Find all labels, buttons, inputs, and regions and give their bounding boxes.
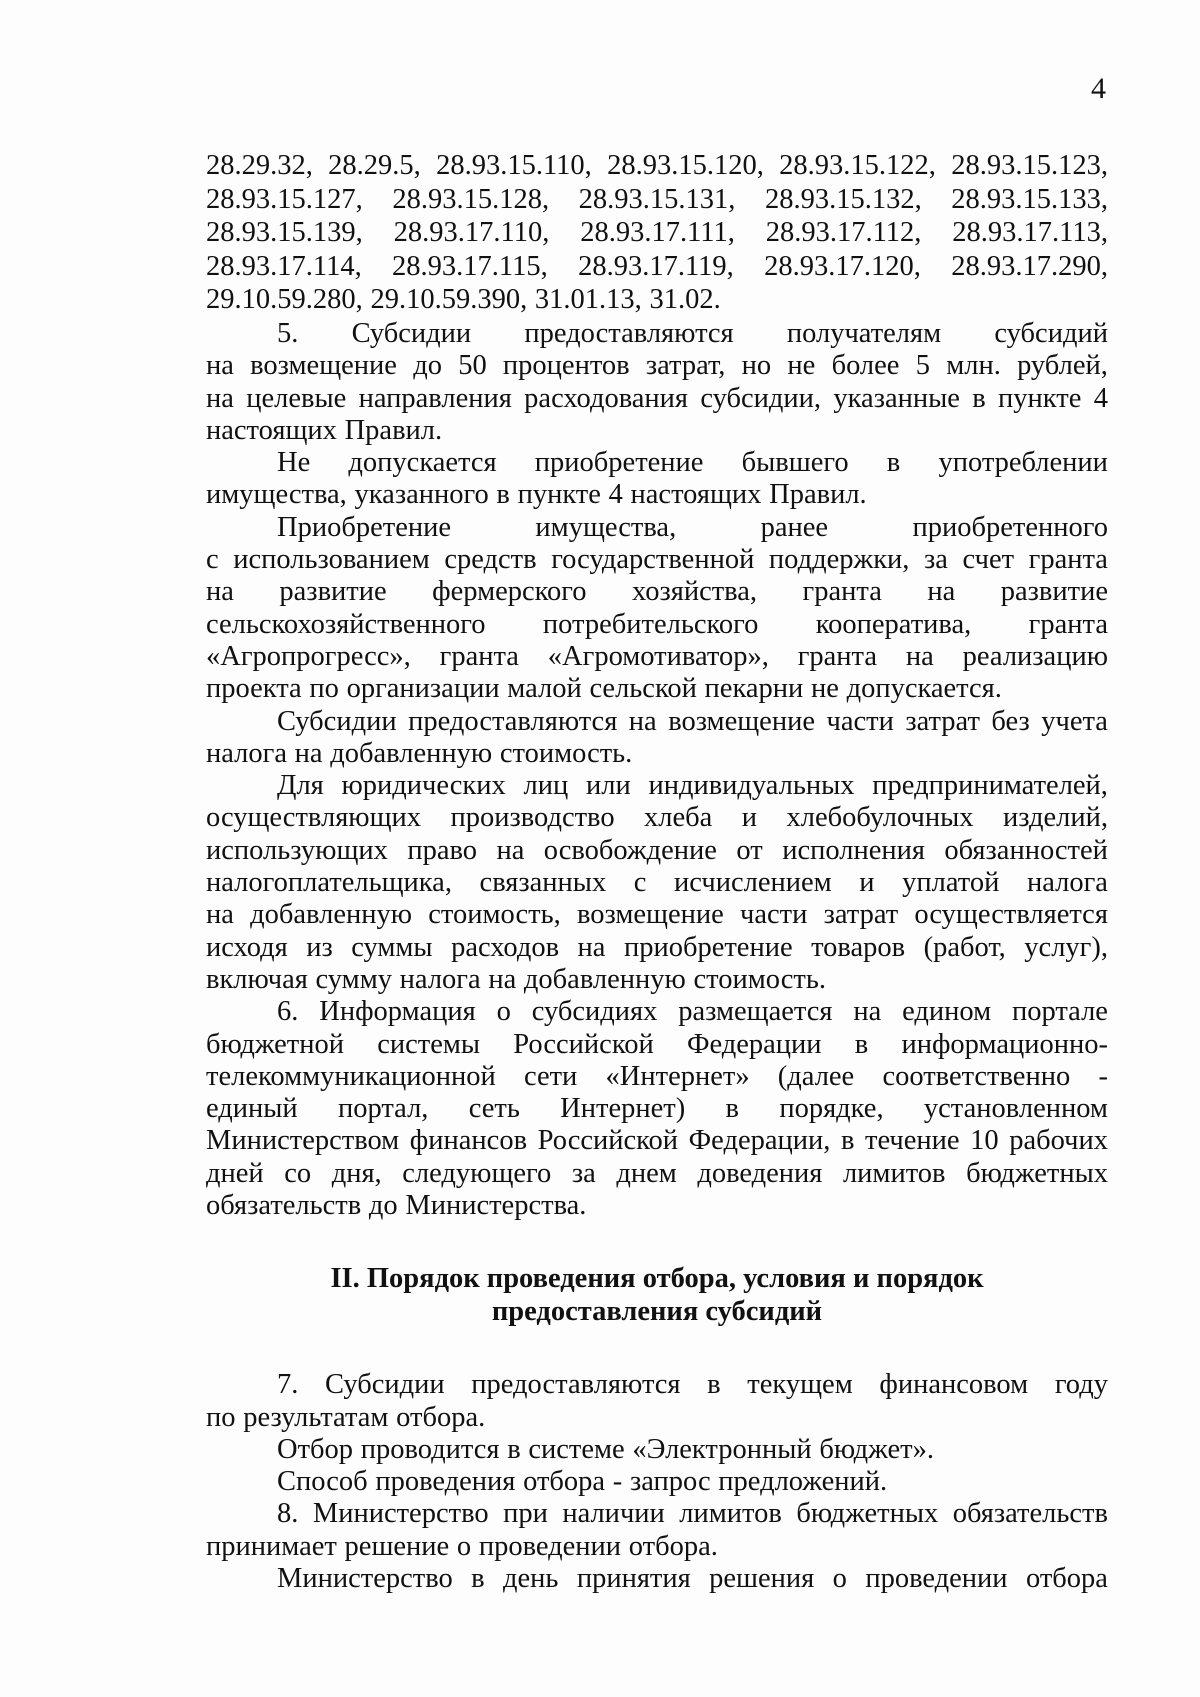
paragraph bbox=[206, 996, 1108, 1222]
text-line: с использованием средств государственной поддержки, за счет гранта bbox=[206, 544, 1108, 576]
text-line: обязательств до Министерства. bbox=[206, 1189, 587, 1221]
text-line: принимает решение о проведении отбора. bbox=[206, 1530, 718, 1562]
text-line: Способ проведения отбора - запрос предложений. bbox=[277, 1466, 888, 1498]
text-line: Для юридических лиц или индивидуальных предпринимателей, bbox=[277, 770, 1108, 802]
text-line: настоящих Правил. bbox=[206, 414, 443, 446]
text-line: 5. Субсидии предоставляются получателям субсидий bbox=[277, 317, 1108, 349]
paragraph bbox=[206, 770, 1108, 996]
paragraph bbox=[206, 1434, 1108, 1466]
text-line: налога на добавленную стоимость. bbox=[206, 737, 633, 769]
text-line: имущества, указанного в пункте 4 настоящих Правил. bbox=[206, 479, 867, 511]
text-line: на целевые направления расходования субсидии, указанные в пункте 4 bbox=[206, 382, 1108, 414]
text-line: 7. Субсидии предоставляются в текущем финансовом году bbox=[277, 1369, 1108, 1401]
text-line: Отбор проводится в системе «Электронный бюджет». bbox=[277, 1433, 934, 1465]
paragraph bbox=[206, 1498, 1108, 1563]
text-line: на добавленную стоимость, возмещение части затрат осуществляется bbox=[206, 899, 1108, 931]
text-line: бюджетной системы Российской Федерации в информационно- bbox=[206, 1028, 1108, 1060]
text-line: Приобретение имущества, ранее приобретенного bbox=[277, 511, 1108, 543]
text-line: на возмещение до 50 процентов затрат, но не более 5 млн. рублей, bbox=[206, 350, 1108, 382]
text-line: осуществляющих производство хлеба и хлебобулочных изделий, bbox=[206, 802, 1108, 834]
text-line: проекта по организации малой сельской пекарни не допускается. bbox=[206, 673, 1002, 705]
page-number: 4 bbox=[1091, 72, 1106, 105]
text-line: 28.93.15.139, 28.93.17.110, 28.93.17.111, 28.93.17.112, 28.93.17.113, bbox=[206, 217, 1108, 249]
paragraph bbox=[206, 447, 1108, 512]
okpd-code-list bbox=[206, 150, 1108, 318]
text-line: 8. Министерство при наличии лимитов бюджетных обязательств bbox=[277, 1498, 1108, 1530]
document-body bbox=[206, 150, 1108, 1595]
paragraph bbox=[206, 1466, 1108, 1498]
text-line: включая сумму налога на добавленную стоимость. bbox=[206, 963, 826, 995]
text-line: 28.93.17.114, 28.93.17.115, 28.93.17.119, 28.93.17.120, 28.93.17.290, bbox=[206, 250, 1108, 282]
section-heading-line: предоставления субсидий bbox=[491, 1296, 823, 1328]
text-line: исходя из суммы расходов на приобретение товаров (работ, услуг), bbox=[206, 931, 1108, 963]
text-line: «Агропрогресс», гранта «Агромотиватор», гранта на реализацию bbox=[206, 640, 1108, 672]
text-line: на развитие фермерского хозяйства, гранта на развитие bbox=[206, 576, 1108, 608]
text-line: Министерством финансов Российской Федерации, в течение 10 рабочих bbox=[206, 1125, 1108, 1157]
text-line: дней со дня, следующего за днем доведения лимитов бюджетных bbox=[206, 1157, 1108, 1189]
paragraph bbox=[206, 318, 1108, 447]
text-line: сельскохозяйственного потребительского кооператива, гранта bbox=[206, 608, 1108, 640]
text-line: Министерство в день принятия решения о проведении отбора bbox=[277, 1563, 1108, 1595]
text-line: Не допускается приобретение бывшего в употреблении bbox=[277, 447, 1108, 479]
paragraph bbox=[206, 1563, 1108, 1595]
paragraph bbox=[206, 1369, 1108, 1434]
paragraph bbox=[206, 706, 1108, 771]
paragraph bbox=[206, 512, 1108, 706]
text-line: единый портал, сеть Интернет) в порядке, установленном bbox=[206, 1093, 1108, 1125]
text-line: 6. Информация о субсидиях размещается на едином портале bbox=[277, 996, 1108, 1028]
text-line: Субсидии предоставляются на возмещение части затрат без учета bbox=[277, 705, 1108, 737]
text-line: телекоммуникационной сети «Интернет» (далее соответственно - bbox=[206, 1060, 1108, 1092]
section-heading bbox=[206, 1262, 1108, 1328]
text-line: по результатам отбора. bbox=[206, 1401, 486, 1433]
text-line: 28.29.32, 28.29.5, 28.93.15.110, 28.93.15.120, 28.93.15.122, 28.93.15.123, bbox=[206, 150, 1108, 181]
text-line: 29.10.59.280, 29.10.59.390, 31.01.13, 31.02. bbox=[206, 284, 721, 316]
section-heading-line: II. Порядок проведения отбора, условия и порядок bbox=[330, 1263, 984, 1295]
text-line: 28.93.15.127, 28.93.15.128, 28.93.15.131, 28.93.15.132, 28.93.15.133, bbox=[206, 183, 1108, 215]
text-line: использующих право на освобождение от исполнения обязанностей bbox=[206, 834, 1108, 866]
text-line: налогоплательщика, связанных с исчислением и уплатой налога bbox=[206, 867, 1108, 899]
